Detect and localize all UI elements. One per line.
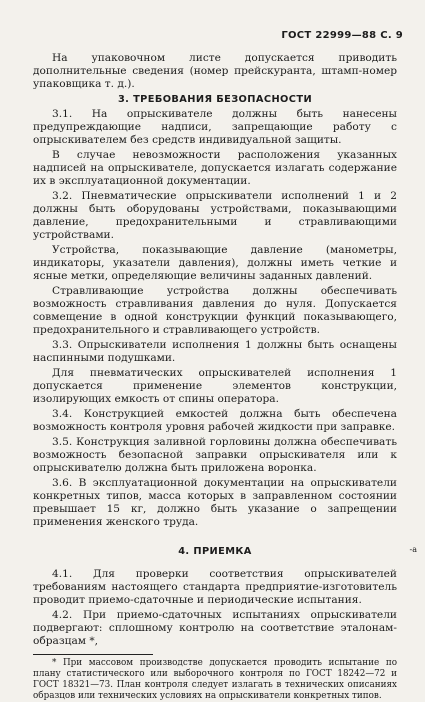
paragraph: 3.5. Конструкция заливной горловины должна обеспечивать возможность безопасной заправки опрыскивателя или к опрыскивателю должна быть приложена воронка. bbox=[33, 436, 397, 474]
section-3-title: 3. ТРЕБОВАНИЯ БЕЗОПАСНОСТИ bbox=[117, 94, 313, 105]
page-body bbox=[33, 52, 397, 702]
paragraph: Стравливающие устройства должны обеспечивать возможность стравливания давления до нуля. Допускается совмещение в одной конструкции функций показывающего, предохранительного и стравливающего устройств. bbox=[33, 285, 397, 336]
paragraph: 3.3. Опрыскиватели исполнения 1 должны быть оснащены наспинными подушками. bbox=[33, 339, 397, 364]
footnote bbox=[33, 658, 397, 702]
paragraph: 4.1. Для проверки соответствия опрыскивателей требованиям настоящего стандарта предприятие-изготовитель проводит приемо-сдаточные и периодические испытания. bbox=[33, 568, 397, 606]
section-4-title: 4. ПРИЕМКА bbox=[178, 546, 252, 557]
paragraph: 4.2. При приемо-сдаточных испытаниях опрыскиватели подвергают: сплошному контролю на соответствие эталонам-образцам *, bbox=[33, 609, 397, 647]
paragraph: 3.6. В эксплуатационной документации на опрыскиватели конкретных типов, масса которых в заправленном состоянии превышает 15 кг, должно быть указание о запрещении применения женского труда. bbox=[33, 477, 397, 528]
intro-paragraph: На упаковочном листе допускается приводить дополнительные сведения (номер прейскуранта, штамп-номер упаковщика т. д.). bbox=[33, 52, 397, 90]
paragraph: Для пневматических опрыскивателей исполнения 1 допускается применение элементов конструкции, изолирующих емкость от спины оператора. bbox=[33, 367, 397, 405]
paragraph: 3.2. Пневматические опрыскиватели исполнений 1 и 2 должны быть оборудованы устройствами, показывающими давление, предохранительными и стравливающими устройствами. bbox=[33, 190, 397, 241]
margin-mark: -а bbox=[409, 545, 417, 554]
paragraph: 3.4. Конструкцией емкостей должна быть обеспечена возможность контроля уровня рабочей жидкости при заправке. bbox=[33, 408, 397, 433]
paragraph: Устройства, показывающие давление (манометры, индикаторы, указатели давления), должны иметь четкие и ясные метки, определяющие величины заданных давлений. bbox=[33, 244, 397, 282]
page-header: ГОСТ 22999—88 С. 9 bbox=[281, 30, 403, 41]
footnote-divider bbox=[33, 654, 153, 655]
footnote-text: * При массовом производстве допускается проводить испытание по плану статистического или выборочного контроля по ГОСТ 18242—72 и ГОСТ 18321—73. План контроля следует излагать в технических описаниях образцов или технических условиях на опрыскиватели конкретных типов. bbox=[33, 658, 397, 701]
paragraph: 3.1. На опрыскивателе должны быть нанесены предупреждающие надписи, запрещающие работу с опрыскивателем без средств индивидуальной защиты. bbox=[33, 108, 397, 146]
paragraph: В случае невозможности расположения указанных надписей на опрыскивателе, допускается излагать содержание их в эксплуатационной документации. bbox=[33, 149, 397, 187]
